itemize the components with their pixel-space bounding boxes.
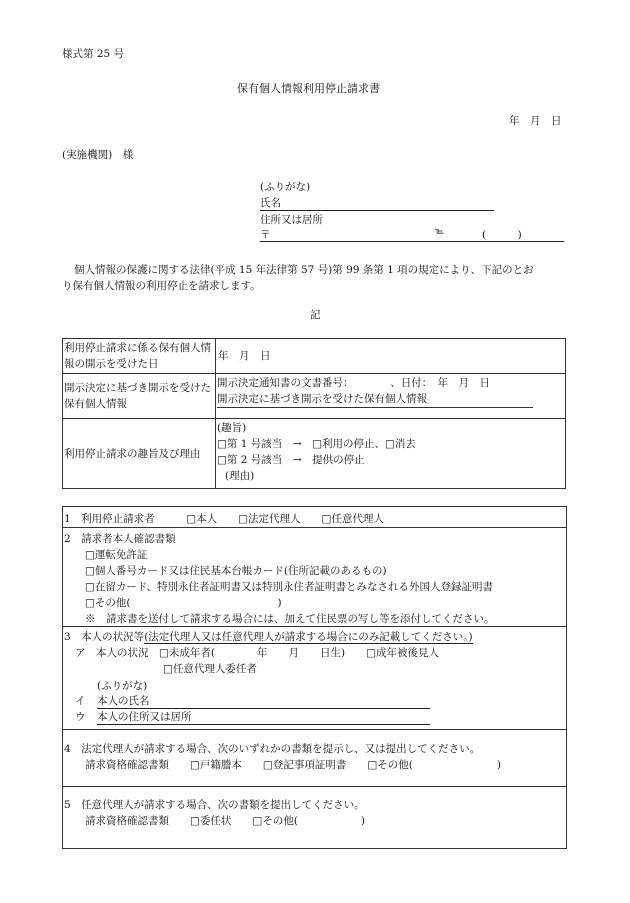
- principal-status-line: ア 本人の状況 □未成年者( 年 月 日生) □成年被後見人: [75, 647, 440, 659]
- divider: [62, 626, 566, 627]
- table-row: [63, 419, 566, 489]
- postal-mark: 〒: [260, 229, 271, 241]
- doc-number-line: 開示決定通知書の文書番号： 、日付： 年 月 日: [217, 377, 490, 389]
- voluntary-rep-title: 5 任意代理人が請求する場合、次の書類を提出してください。: [64, 799, 365, 811]
- purpose-option-2: □第 2 号該当 → 提供の停止: [217, 454, 365, 466]
- disclosed-info-line: 開示決定に基づき開示を受けた保有個人情報: [217, 391, 533, 408]
- address-field: [260, 227, 564, 242]
- purpose-option-1: □第 1 号該当 → □利用の停止、□消去: [217, 438, 416, 450]
- intro-line-1: 個人情報の保護に関する法律(平成 15 年法律第 57 号)第 99 条第 1 項の規定により、下記のとお: [74, 264, 534, 276]
- purpose-heading: (趣旨): [217, 422, 247, 434]
- name-field: [260, 195, 494, 211]
- principal-status-title: [64, 629, 473, 644]
- principal-name-field: [97, 693, 430, 709]
- principal-furigana: (ふりがな): [97, 680, 148, 692]
- disclosed-info-label: 開示決定に基づき開示を受けた保有個人情報: [63, 374, 216, 419]
- reason-heading: (理由): [225, 470, 255, 482]
- address-label: 住所又は居所: [260, 214, 323, 226]
- disclosure-date-value: 年 月 日: [216, 339, 566, 374]
- id-doc-residence: □在留カード、特別永住者証明書又は特別永住者証明書とみなされる外国人登録証明書: [85, 581, 493, 593]
- id-doc-mynumber: □個人番号カード又は住民基本台帳カード(住所記載のあるもの): [85, 565, 387, 577]
- principal-name-label: 本人の氏名: [97, 695, 150, 707]
- id-doc-other: □その他( ): [85, 597, 282, 609]
- legal-rep-docs: 請求資格確認書類 □戸籍謄本 □登記事項証明書 □その他( ): [85, 759, 501, 771]
- id-doc-license: □運転免許証: [85, 549, 148, 561]
- principal-status-note: (法定代理人又は任意代理人が請求する場合にのみ記載してください。): [144, 631, 473, 643]
- form-number: 様式第 25 号: [62, 48, 125, 60]
- divider: [62, 786, 566, 787]
- tel-icon: ℡: [435, 227, 445, 237]
- principal-status-delegator: □任意代理人委任者: [163, 663, 257, 675]
- principal-name-marker: イ: [75, 695, 86, 707]
- disclosed-info-cell: [216, 374, 566, 419]
- date-line: 年 月 日: [509, 115, 562, 127]
- furigana-label: (ふりがな): [260, 181, 311, 193]
- id-docs-title: 2 請求者本人確認書類: [64, 533, 176, 545]
- ki-heading: 記: [310, 309, 321, 321]
- purpose-reason-label: 利用停止請求の趣旨及び理由: [63, 419, 216, 489]
- agency-line: (実施機関) 様: [62, 149, 134, 161]
- page-title: 保有個人情報利用停止請求書: [237, 82, 380, 95]
- table-row: [63, 339, 566, 374]
- divider: [62, 729, 566, 730]
- principal-status-label: 3 本人の状況等: [64, 631, 145, 643]
- divider: [62, 527, 566, 528]
- id-doc-note: ※ 請求書を送付して請求する場合には、加えて住民票の写し等を添付してください。: [85, 613, 495, 625]
- principal-address-label: 本人の住所又は居所: [97, 711, 192, 723]
- principal-address-field: [97, 709, 430, 725]
- requester-type: 1 利用停止請求者 □本人 □法定代理人 □任意代理人: [64, 513, 384, 525]
- intro-line-2: り保有個人情報の利用停止を請求します。: [62, 280, 261, 292]
- name-label: 氏名: [260, 197, 281, 209]
- legal-rep-title: 4 法定代理人が請求する場合、次のいずれかの書類を提示し、又は提出してください。: [64, 743, 481, 755]
- principal-address-marker: ウ: [75, 711, 86, 723]
- disclosure-date-label: 利用停止請求に係る保有個人情報の開示を受けた日: [63, 339, 216, 374]
- tel-paren: ( ): [482, 229, 522, 241]
- request-table: [62, 338, 566, 489]
- purpose-reason-cell: [216, 419, 566, 489]
- table-row: [63, 374, 566, 419]
- voluntary-rep-docs: 請求資格確認書類 □委任状 □その他( ): [85, 815, 366, 827]
